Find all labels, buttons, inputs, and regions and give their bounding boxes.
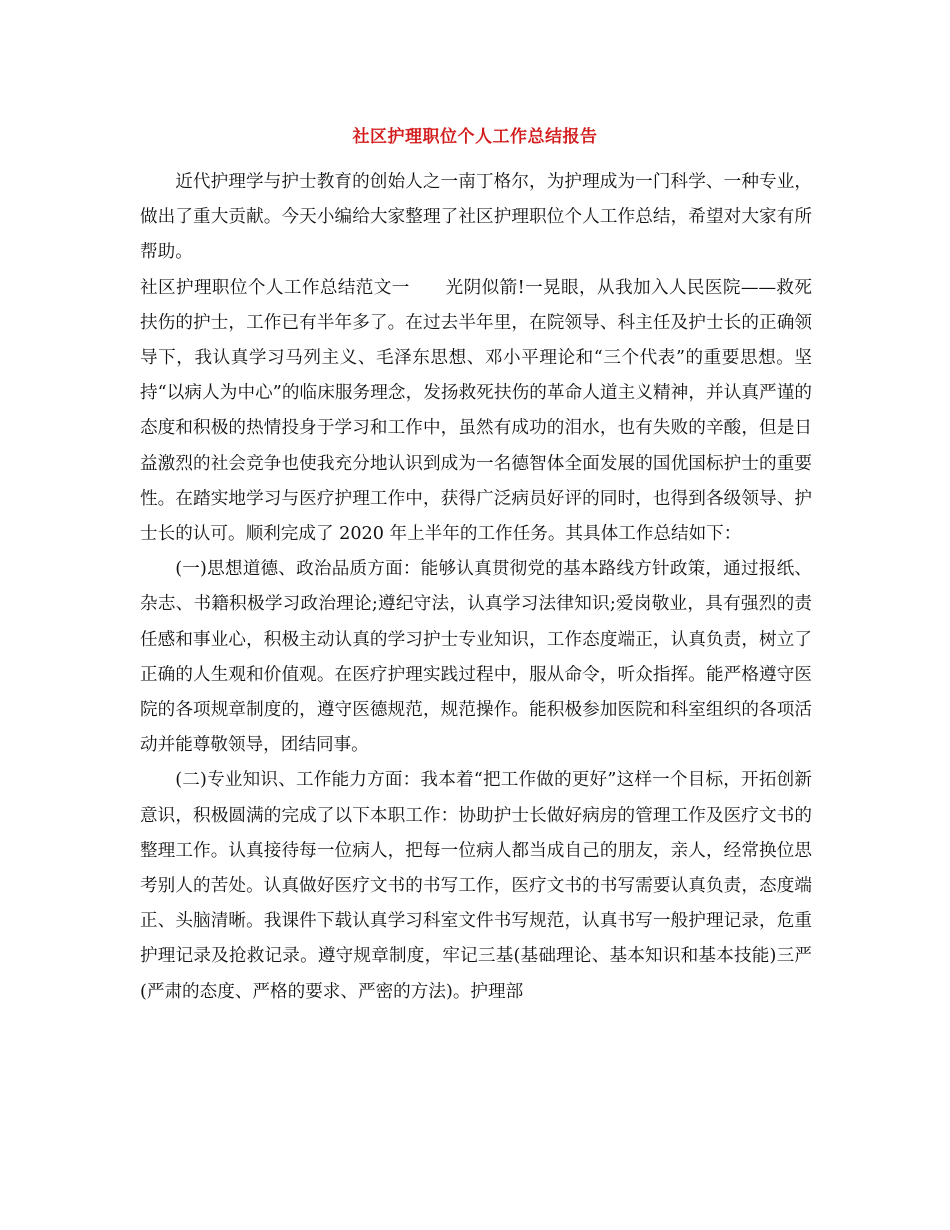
paragraph-ideology-section: (一)思想道德、政治品质方面：能够认真贯彻党的基本路线方针政策，通过报纸、杂志、书籍积极学习政治理论;遵纪守法，认真学习法律知识;爱岗敬业，具有强烈的责任感和事业心，积极主动认真的学习护士专业知识，工作态度端正，认真负责，树立了正确的人生观和价值观。在医疗护理实践过程中，服从命令，听众指挥。能严格遵守医院的各项规章制度的，遵守医德规范，规范操作。能积极参加医院和科室组织的各项活动并能尊敬领导，团结同事。	[140, 559, 812, 756]
paragraph-professional-section: (二)专业知识、工作能力方面：我本着“把工作做的更好”这样一个目标，开拓创新意识，积极圆满的完成了以下本职工作：协助护士长做好病房的管理工作及医疗文书的整理工作。认真接待每一位病人，把每一位病人都当成自己的朋友，亲人，经常换位思考别人的苦处。认真做好医疗文书的书写工作，医疗文书的书写需要认真负责，态度端正、头脑清晰。我课件下载认真学习科室文件书写规范，认真书写一般护理记录，危重护理记录及抢救记录。遵守规章制度，牢记三基(基础理论、基本知识和基本技能)三严(严肃的态度、严格的要求、严密的方法)。护理部	[140, 770, 812, 1002]
document-body	[140, 165, 812, 1010]
document-title: 社区护理职位个人工作总结报告	[352, 127, 598, 147]
paragraph-intro: 近代护理学与护士教育的创始人之一南丁格尔，为护理成为一门科学、一种专业，做出了重大贡献。今天小编给大家整理了社区护理职位个人工作总结，希望对大家有所帮助。	[140, 172, 812, 263]
paragraph-sample-one: 社区护理职位个人工作总结范文一 光阴似箭!一晃眼，从我加入人民医院——救死扶伤的护士，工作已有半年多了。在过去半年里，在院领导、科主任及护士长的正确领导下，我认真学习马列主义、毛泽东思想、邓小平理论和“三个代表”的重要思想。坚持“以病人为中心”的临床服务理念，发扬救死扶伤的革命人道主义精神，并认真严谨的态度和积极的热情投身于学习和工作中，虽然有成功的泪水，也有失败的辛酸，但是日益激烈的社会竞争也使我充分地认识到成为一名德智体全面发展的国优国标护士的重要性。在踏实地学习与医疗护理工作中，获得广泛病员好评的同时，也得到各级领导、护士长的认可。顺利完成了 2020 年上半年的工作任务。其具体工作总结如下：	[140, 277, 812, 545]
